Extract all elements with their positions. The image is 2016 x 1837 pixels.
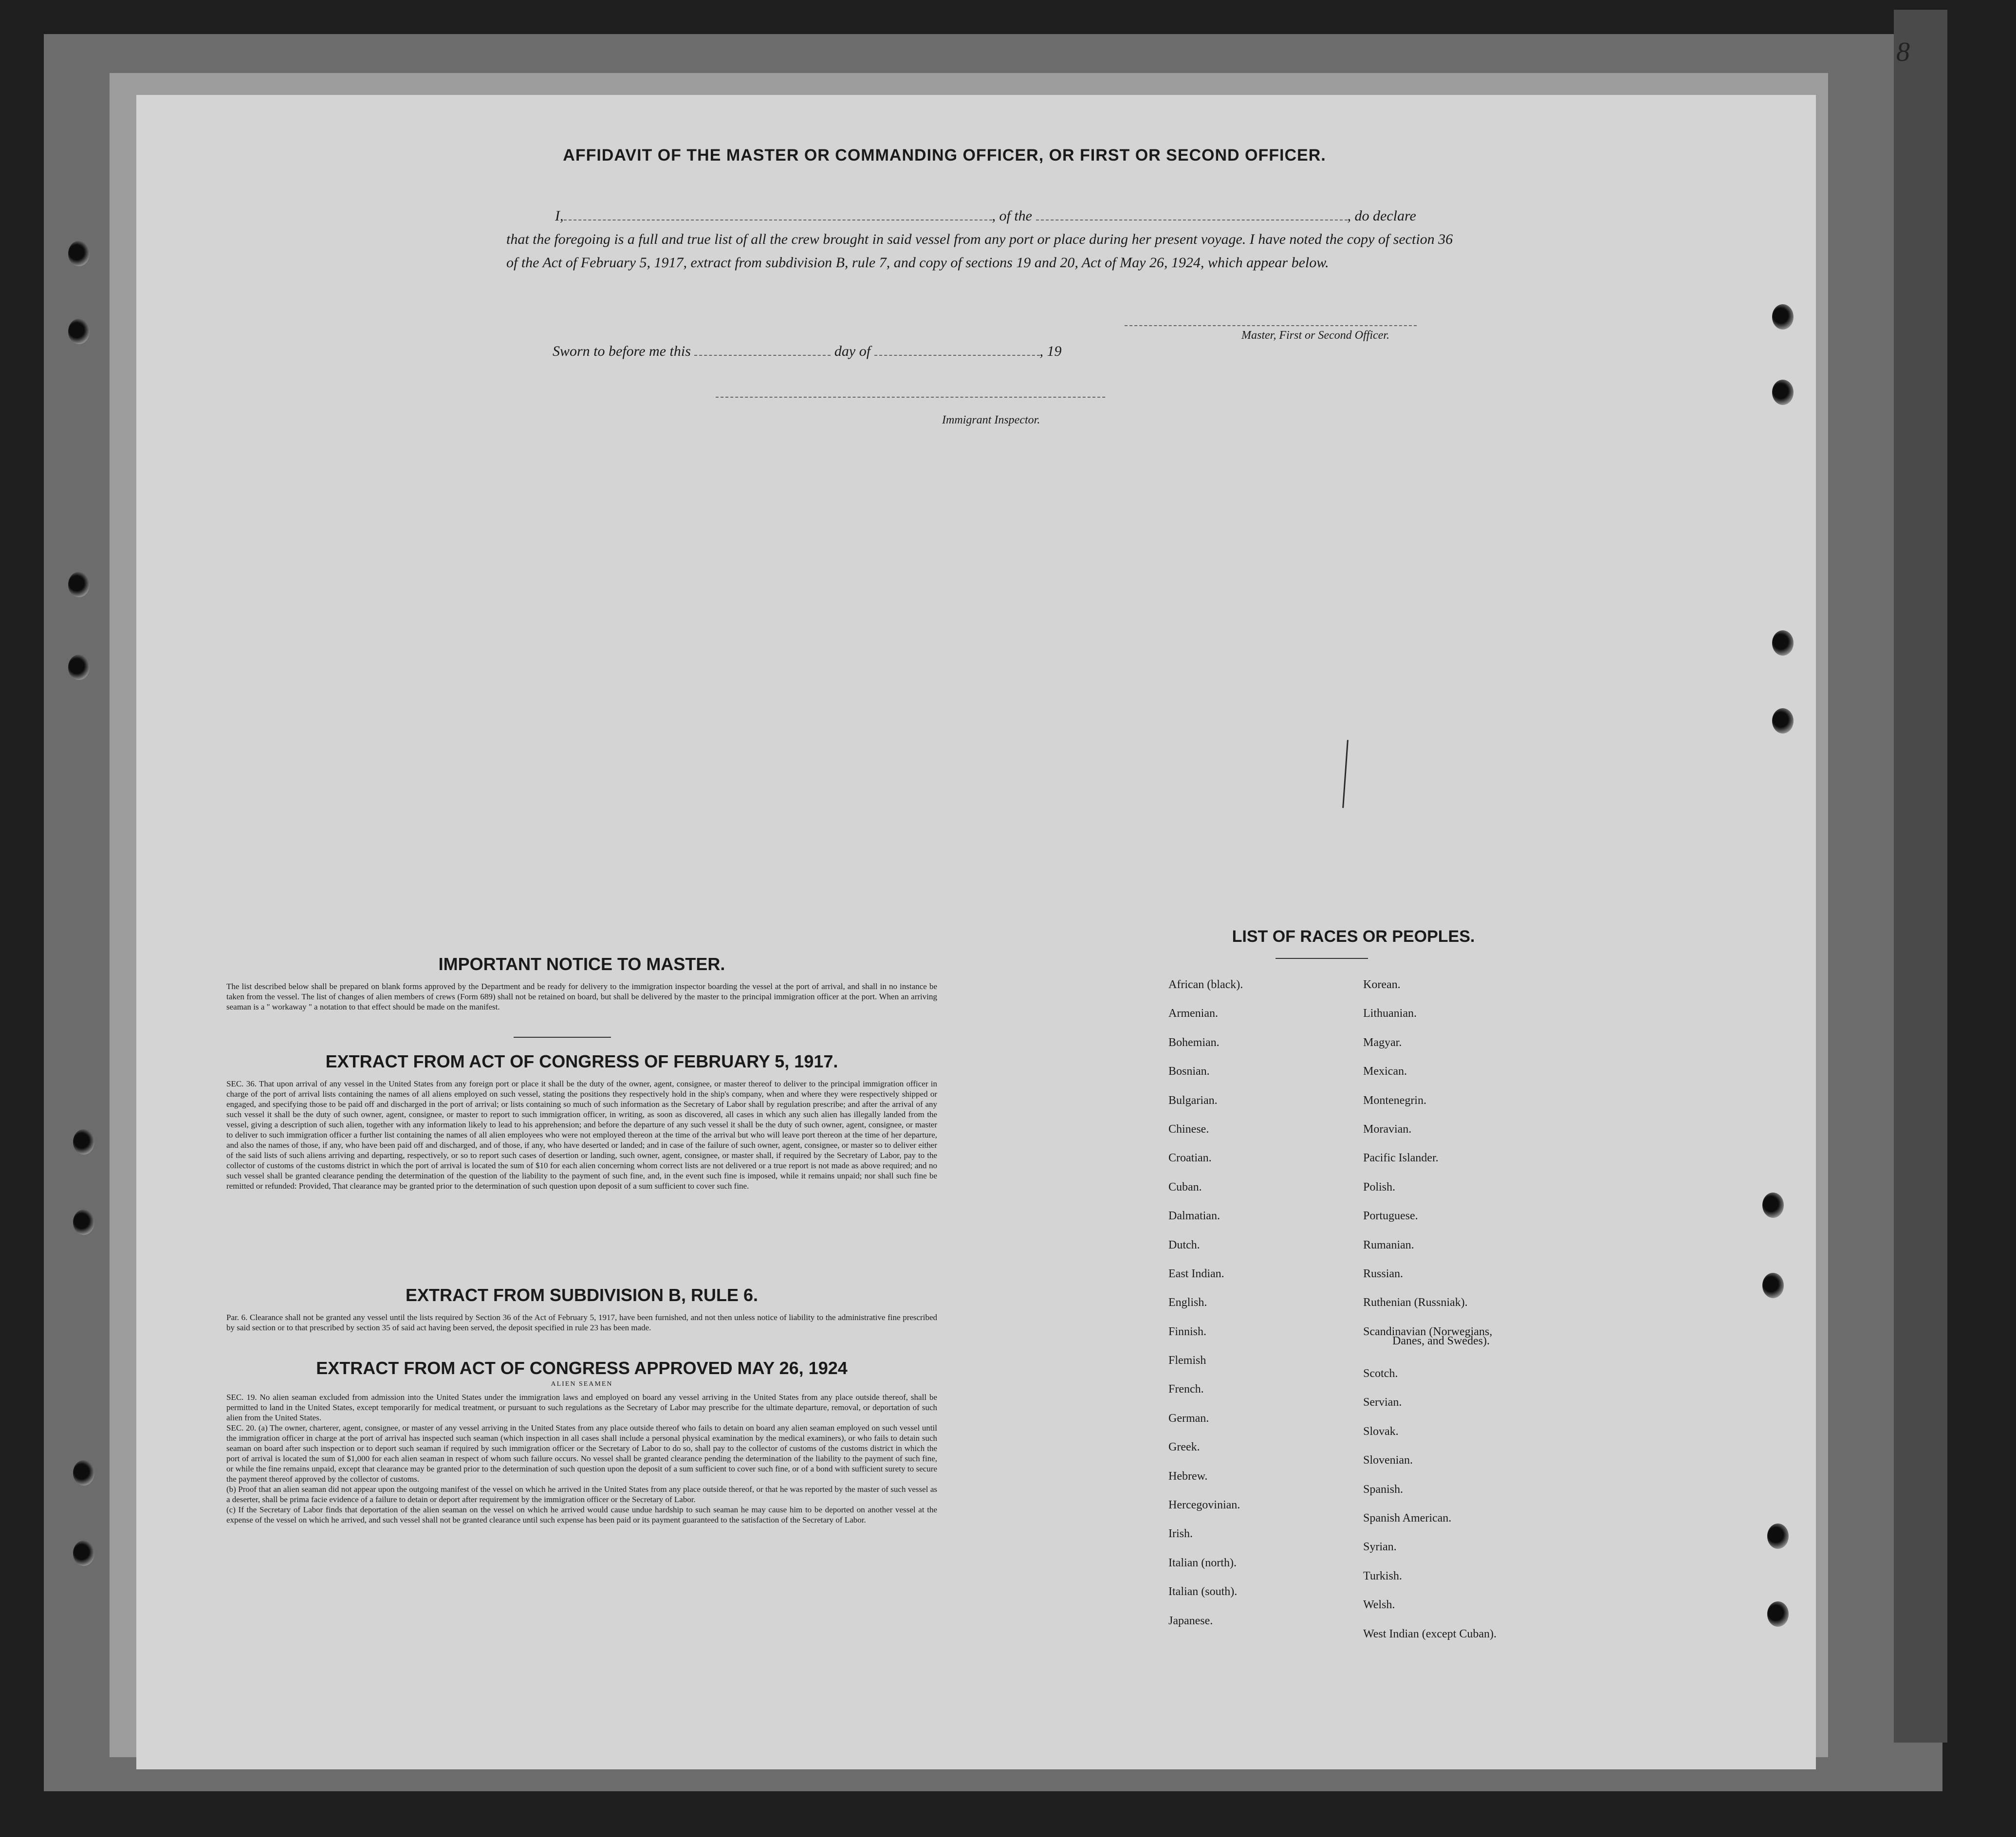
extract-1917-body: SEC. 36. That upon arrival of any vessel in the United States from any foreign port or place it shall be the duty of the owner, agent, consignee, or master thereof to deliver to the principal immigration officer in charge of the port of arrival lists containing the names of all aliens employed on such vessel, stating the positions they respectively hold in the ship's company, when and where they were respectively shipped or engaged, and specifying those to be paid off and discharged in the port of arrival; or lists containing so much of such information as the Secretary of Labor shall by regulation prescribe; and after the arrival of any such vessel it shall be the duty of such owner, agent, consignee, or master to report to such immigration officer, in writing, as soon as discovered, all cases in which any such alien has illegally landed from the vessel, giving a description of such alien, together with any information likely to lead to his apprehension; and before the departure of any such vessel it shall be the duty of such owner, agent, consignee, or master to deliver to such immigration officer a further list containing the names of all alien employees who were not employed thereon at the time of the arrival but who will leave port thereon at the time of her departure, and also the names of those, if any, who have been paid off and discharged, and of those, if any, who have deserted or landed; and in case of the failure of such owner, agent, consignee, or master so to deliver either of the said lists of such aliens arriving and departing, respectively, or so to report such cases of desertion or landing, such owner, agent, consignee, or master shall, if required by the Secretary of Labor, pay to the collector of customs of the customs district in which the port of arrival is located the sum of $10 for each alien concerning whom correct lists are not delivered or a true report is not made as above required; and no such vessel shall be granted clearance pending the determination of the question of the liability to the payment of such fine, and, in the event such fine is imposed, while it remains unpaid; nor shall such fine be remitted or refunded: Provided, That clearance may be granted prior to the determination of such question upon deposit of a sum sufficient to cover such fine.	[226, 1079, 937, 1191]
race-item: Slovak.	[1363, 1425, 1399, 1438]
race-item: East Indian.	[1168, 1267, 1224, 1280]
race-item: Ruthenian (Russniak).	[1363, 1296, 1468, 1309]
affidavit-text	[506, 204, 1461, 275]
master-signature-line[interactable]	[1125, 325, 1417, 326]
race-item: Spanish American.	[1363, 1512, 1452, 1525]
inspector-signature-caption: Immigrant Inspector.	[942, 414, 1040, 426]
affidavit-name-prefix: I,	[555, 208, 564, 224]
important-notice	[226, 954, 937, 1012]
race-item: Finnish.	[1168, 1325, 1207, 1338]
extract-1924-title: EXTRACT FROM ACT OF CONGRESS APPROVED MAY 26, 1924	[316, 1358, 848, 1378]
race-item: Montenegrin.	[1363, 1094, 1426, 1107]
race-item: Slovenian.	[1363, 1454, 1413, 1467]
extract-1924-sec19: SEC. 19. No alien seaman excluded from admission into the United States under the immigration laws and employed on board any vessel arriving in the United States from any place outside thereof, shall be permitted to land in the United States, except temporarily for medical treatment, or pursuant to such regulations as the Secretary of Labor may prescribe for the ultimate departure, removal, or deportation of such alien from the United States.	[226, 1393, 937, 1422]
race-item: Moravian.	[1363, 1122, 1412, 1136]
race-item: Chinese.	[1168, 1122, 1209, 1136]
punch-hole	[1772, 708, 1794, 734]
extract-1924-sec20b: (b) Proof that an alien seaman did not appear upon the outgoing manifest of the vessel on which he arrived in the United States from any place outside thereof, or that he was reported by the master of such vessel as a deserter, shall be prima facie evidence of a failure to detain or deport after requirement by the immigration officer or the Secretary of Labor.	[226, 1485, 937, 1504]
race-item: Servian.	[1363, 1396, 1402, 1409]
punch-hole	[1772, 630, 1794, 656]
race-item: Spanish.	[1363, 1483, 1404, 1496]
race-item: Welsh.	[1363, 1598, 1395, 1612]
race-item: African (black).	[1168, 978, 1243, 991]
affidavit-title: AFFIDAVIT OF THE MASTER OR COMMANDING OFFICER, OR FIRST OR SECOND OFFICER.	[563, 146, 1326, 165]
race-item: Hercegovinian.	[1168, 1499, 1240, 1512]
officer-name-blank[interactable]	[564, 208, 992, 220]
sworn-prefix: Sworn to before me this	[553, 343, 691, 359]
race-item: Mexican.	[1363, 1065, 1407, 1078]
punch-hole	[73, 1541, 94, 1566]
race-item: German.	[1168, 1412, 1209, 1425]
race-item: Bohemian.	[1168, 1036, 1220, 1049]
race-item: Croatian.	[1168, 1152, 1212, 1165]
race-item: Greek.	[1168, 1441, 1200, 1454]
punch-hole	[68, 319, 90, 344]
punch-hole	[1767, 1524, 1789, 1549]
race-item: Japanese.	[1168, 1614, 1213, 1627]
punch-hole	[68, 655, 90, 680]
races-right-column	[1363, 978, 1497, 1656]
race-item: Italian (south).	[1168, 1585, 1238, 1598]
important-notice-title: IMPORTANT NOTICE TO MASTER.	[438, 954, 725, 974]
divider	[514, 1037, 611, 1038]
punch-hole	[1762, 1273, 1784, 1298]
affidavit-declare: , do declare	[1347, 208, 1416, 224]
race-item: Cuban.	[1168, 1180, 1202, 1194]
affidavit-declaration-line	[506, 204, 1461, 228]
race-item: Bosnian.	[1168, 1065, 1210, 1078]
extract-1924	[226, 1358, 937, 1525]
punch-hole	[73, 1129, 94, 1155]
race-item: English.	[1168, 1296, 1207, 1309]
races-divider	[1276, 958, 1368, 959]
race-item: Portuguese.	[1363, 1210, 1418, 1223]
backing-board-edge	[1894, 10, 1947, 1743]
punch-hole	[73, 1210, 94, 1235]
race-item: Dalmatian.	[1168, 1210, 1220, 1223]
punch-hole	[68, 572, 90, 597]
extract-1924-sec20a: SEC. 20. (a) The owner, charterer, agent, consignee, or master of any vessel arriving in the United States from any place outside thereof who fails to detain on board any alien seaman employed on such vessel until the immigration officer in charge at the port of arrival has inspected such seaman (which inspection in all cases shall include a personal physical examination by the medical examiners), or who fails to detain such seaman on board after such inspection or to deport such seaman if required by such immigration officer or the Secretary of Labor to do so, shall pay to the collector of customs of the customs district in which the port of arrival is located the sum of $1,000 for each alien seaman in respect of whom such failure occurs. No vessel shall be granted clearance pending the determination of the liability to the payment of such fine, or while the fine remains unpaid, except that clearance may be granted prior to the determination of such question upon the deposit of a sum sufficient to cover such fine, or of a bond with sufficient surety to secure the payment thereof approved by the collector of customs.	[226, 1423, 937, 1484]
punch-hole	[68, 241, 90, 266]
extract-1917-title: EXTRACT FROM ACT OF CONGRESS OF FEBRUARY 5, 1917.	[325, 1051, 838, 1071]
sworn-statement	[553, 343, 1062, 360]
punch-hole	[73, 1460, 94, 1486]
sworn-day-blank[interactable]	[694, 343, 831, 356]
race-item: Pacific Islander.	[1363, 1152, 1439, 1165]
punch-hole	[1772, 380, 1794, 405]
race-item: Korean.	[1363, 978, 1401, 991]
affidavit-of-the: , of the	[992, 208, 1032, 224]
race-item: Flemish	[1168, 1354, 1206, 1367]
extract-rule6-title: EXTRACT FROM SUBDIVISION B, RULE 6.	[405, 1285, 758, 1305]
race-item: Dutch.	[1168, 1238, 1200, 1251]
race-item: Magyar.	[1363, 1036, 1402, 1049]
sworn-year: , 19	[1039, 343, 1062, 359]
race-item: Bulgarian.	[1168, 1094, 1218, 1107]
races-title: LIST OF RACES OR PEOPLES.	[1232, 927, 1475, 946]
extract-rule6	[226, 1285, 937, 1333]
inspector-signature-line[interactable]	[716, 397, 1105, 398]
race-item: Polish.	[1363, 1180, 1396, 1194]
race-item: Lithuanian.	[1363, 1007, 1417, 1020]
races-left-column	[1168, 978, 1243, 1643]
vessel-blank[interactable]	[1036, 208, 1348, 220]
race-item: French.	[1168, 1383, 1204, 1396]
race-item: Turkish.	[1363, 1569, 1402, 1582]
race-item: Italian (north).	[1168, 1556, 1237, 1569]
extract-1917	[226, 1051, 937, 1191]
race-item: West Indian (except Cuban).	[1363, 1627, 1497, 1640]
race-item: Irish.	[1168, 1527, 1193, 1541]
race-item: Syrian.	[1363, 1541, 1397, 1554]
important-notice-body: The list described below shall be prepared on blank forms approved by the Department and be ready for delivery to the immigration inspector boarding the vessel at the port of arrival, and shall in no instance be taken from the vessel. The list of changes of alien members of crews (Form 689) shall not be retained on board, but shall be delivered by the master to the principal immigration officer at the port. When an arriving seaman is a " workaway " a notation to that effect should be made on the manifest.	[226, 982, 937, 1011]
punch-hole	[1762, 1193, 1784, 1218]
punch-hole	[1772, 304, 1794, 330]
race-item: Russian.	[1363, 1267, 1404, 1280]
race-item: Scandinavian (Norwegians,	[1363, 1325, 1493, 1338]
race-item: Rumanian.	[1363, 1238, 1414, 1251]
extract-1924-subtitle: ALIEN SEAMEN	[551, 1380, 613, 1388]
sworn-day-of: day of	[834, 343, 871, 359]
race-item: Armenian.	[1168, 1007, 1218, 1020]
sworn-month-blank[interactable]	[874, 343, 1040, 356]
extract-1924-sec20c: (c) If the Secretary of Labor finds that deportation of the alien seaman on the vessel on which he arrived would cause undue hardship to such seaman he may cause him to be deported on another vessel at the expense of the vessel on which he arrived, and such vessel shall not be granted clearance until such expense has been paid or its payment guaranteed to the satisfaction of the Secretary of Labor.	[226, 1505, 937, 1525]
punch-hole	[1767, 1601, 1789, 1627]
race-item: Scotch.	[1363, 1367, 1398, 1380]
extract-rule6-body: Par. 6. Clearance shall not be granted any vessel until the lists required by Section 36 of the Act of February 5, 1917, have been furnished, and not then unless notice of liability to the administrative fine prescribed by said section or to that prescribed by section 35 of said act having been served, the deposit specified in rule 23 has been made.	[226, 1313, 937, 1332]
master-signature-caption: Master, First or Second Officer.	[1241, 329, 1389, 342]
affidavit-body: that the foregoing is a full and true list of all the crew brought in said vessel from any port or place during her present voyage. I have noted the copy of section 36 of the Act of February 5, 1917, extract from subdivision B, rule 7, and copy of sections 19 and 20, Act of May 26, 1924, which appear below.	[506, 231, 1453, 271]
race-item: Hebrew.	[1168, 1470, 1208, 1483]
page-number: 8	[1896, 37, 1910, 67]
race-item-continuation: Danes, and Swedes).	[1392, 1335, 1490, 1348]
